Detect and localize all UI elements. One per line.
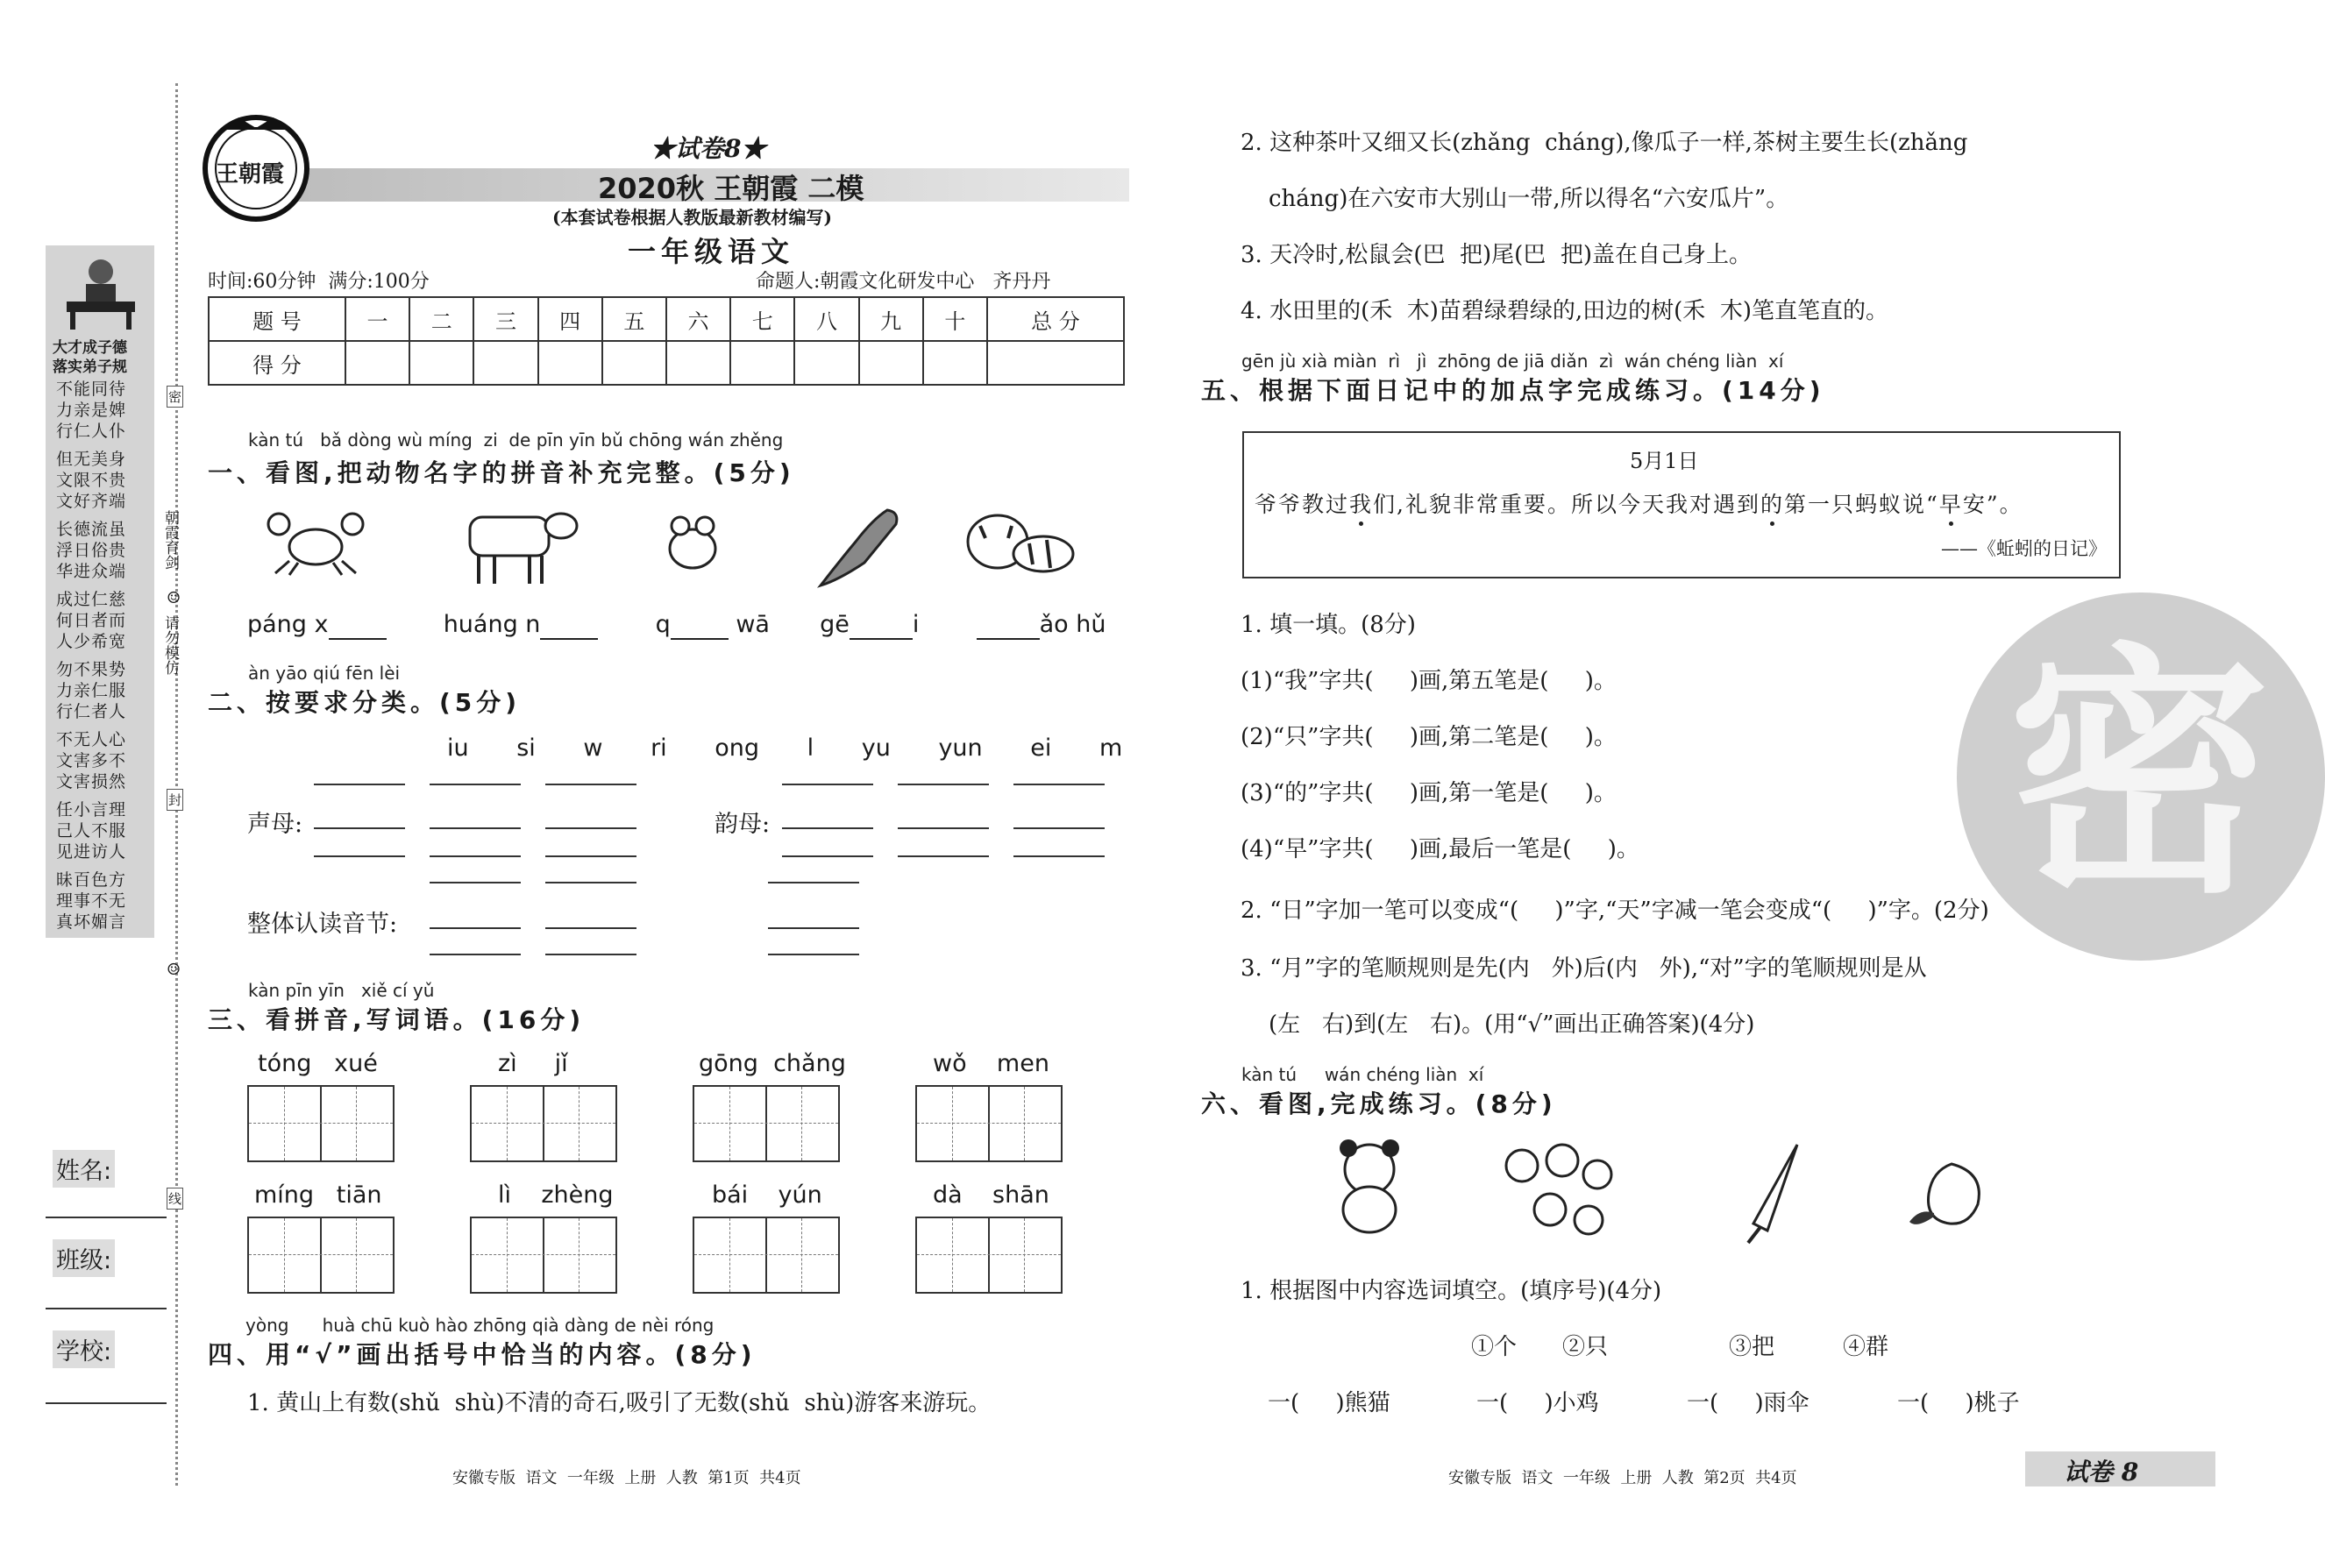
score-header-cell: 七 <box>730 297 794 341</box>
sidebar-couplet-group <box>56 729 149 792</box>
name-field[interactable] <box>46 1217 167 1218</box>
q1-blank[interactable] <box>671 611 729 640</box>
zhengti-blank[interactable] <box>545 927 636 929</box>
umbrella-icon <box>1736 1139 1815 1245</box>
sidebar-couplet-line: 长德流虽 <box>56 520 127 539</box>
q5-sub-3a: 3. “月”字的笔顺规则是先(内 外)后(内 外),“对”字的笔顺规则是从 <box>1241 955 1927 982</box>
sidebar-couplet-line: 文害损然 <box>56 772 127 791</box>
q4-item-2: 2. 这种茶叶又细又长(zhǎng cháng),像瓜子一样,茶树主要生长(zhǎng <box>1241 130 1968 156</box>
peach-icon <box>1908 1155 2004 1234</box>
q3-writing-grid[interactable] <box>915 1085 1063 1162</box>
zhengti-blank[interactable] <box>545 882 636 883</box>
q6-sub-1: 1. 根据图中内容选词填空。(填序号)(4分) <box>1241 1278 1662 1304</box>
q4-item-1: 1. 黄山上有数(shǔ shù)不清的奇石,吸引了无数(shǔ shù)游客来游玩。 <box>247 1390 992 1416</box>
chicks-icon <box>1501 1139 1615 1245</box>
q2-letter: l <box>807 734 814 762</box>
q1-blank[interactable] <box>850 611 913 640</box>
sidebar-couplets <box>56 379 149 940</box>
score-header-cell: 六 <box>666 297 730 341</box>
score-header-row <box>209 297 1124 341</box>
q3-writing-grid[interactable] <box>470 1217 617 1294</box>
q3-pinyin-word: zì jǐ <box>498 1050 568 1077</box>
ox-icon <box>452 500 584 587</box>
q6-option: ④群 <box>1843 1334 1889 1360</box>
footer-right: 安徽专版 语文 一年级 上册 人教 第2页 共4页 <box>1448 1469 1797 1487</box>
class-field[interactable] <box>46 1308 167 1309</box>
yunmu-blank[interactable] <box>1013 784 1105 785</box>
score-header-cell: 二 <box>409 297 473 341</box>
score-header-cell: 题 号 <box>209 297 345 341</box>
q3-pinyin-word: lì zhèng <box>498 1181 614 1209</box>
q3-writing-grid[interactable] <box>247 1085 395 1162</box>
q6-option: ③把 <box>1729 1334 1775 1360</box>
diary-date: 5月1日 <box>1630 449 1699 473</box>
sidebar-couplet-group <box>56 589 149 652</box>
shengmu-blank[interactable] <box>545 784 636 785</box>
sidebar-couplet-line: 己人不服 <box>56 821 127 841</box>
score-cell[interactable] <box>602 341 666 385</box>
zhengti-blank[interactable] <box>768 927 859 929</box>
zhengti-blank[interactable] <box>545 954 636 955</box>
q3-writing-grid[interactable] <box>247 1217 395 1294</box>
score-header-cell: 八 <box>794 297 858 341</box>
zhengti-blank[interactable] <box>430 954 521 955</box>
score-cell[interactable] <box>794 341 858 385</box>
diary-source: ——《蚯蚓的日记》 <box>1941 538 2107 559</box>
brand-logo-text: 王朝霞 <box>216 161 285 188</box>
sidebar-couplet-group <box>56 379 149 442</box>
dotted-char: 的 <box>1760 492 1784 517</box>
yunmu-blank[interactable] <box>898 784 989 785</box>
crab-icon <box>263 507 368 577</box>
name-label: 姓名: <box>53 1150 115 1188</box>
diary-text-part: 爷爷教过 <box>1255 492 1350 517</box>
sidebar-couplet-group <box>56 869 149 933</box>
yunmu-blank[interactable] <box>782 827 873 829</box>
sidebar-couplet-line: 行仁者人 <box>56 702 127 721</box>
yunmu-blank[interactable] <box>1013 827 1105 829</box>
sidebar-couplet-line: 真坏媚言 <box>56 912 127 932</box>
shengmu-blank[interactable] <box>430 827 521 829</box>
exam-author: 命题人:朝霞文化研发中心 齐丹丹 <box>756 271 1051 293</box>
q1-title: 一、看图,把动物名字的拼音补充完整。(5分) <box>208 458 795 487</box>
score-cell[interactable] <box>666 341 730 385</box>
q2-letter: ong <box>715 734 760 762</box>
q6-title: 六、看图,完成练习。(8分) <box>1201 1089 1557 1118</box>
q3-writing-grid[interactable] <box>470 1085 617 1162</box>
q5-sub-2: 2. “日”字加一笔可以变成“( )”字,“天”字减一笔会变成“( )”字。(2分) <box>1241 898 1989 924</box>
score-header-cell: 九 <box>859 297 923 341</box>
shengmu-blank[interactable] <box>314 855 405 857</box>
exam-title: 2020秋 王朝霞 二模 <box>598 172 864 205</box>
sidebar-couplet-line: 文害多不 <box>56 751 127 770</box>
exam-time-info: 时间:60分钟 满分:100分 <box>208 271 430 293</box>
q2-title: 二、按要求分类。(5分) <box>208 688 522 717</box>
score-cell[interactable] <box>730 341 794 385</box>
q1-item-frog-wa: wā <box>736 611 770 638</box>
q2-letter: yu <box>861 734 891 762</box>
score-header-cell: 三 <box>473 297 537 341</box>
yunmu-blank[interactable] <box>782 855 873 857</box>
q6-pinyin: kàn tú wán chéng liàn xí <box>1241 1064 1484 1085</box>
smile-icon: ☺ <box>167 589 181 607</box>
q2-pinyin: àn yāo qiú fēn lèi <box>248 663 401 684</box>
q4-title: 四、用“√”画出括号中恰当的内容。(8分) <box>208 1340 757 1369</box>
q5-title: 五、根据下面日记中的加点字完成练习。(14分) <box>1201 376 1825 405</box>
sidebar-couplet-line: 浮日俗贵 <box>56 541 127 560</box>
sidebar-couplet-group <box>56 449 149 512</box>
sidebar-couplet-line: 见进访人 <box>56 842 127 862</box>
score-table <box>208 296 1125 386</box>
footer-left: 安徽专版 语文 一年级 上册 人教 第1页 共4页 <box>452 1469 801 1487</box>
exam-subtitle: (本套试卷根据人教版最新教材编写) <box>552 207 832 228</box>
class-label: 班级: <box>53 1239 115 1277</box>
zhengti-blank[interactable] <box>430 927 521 929</box>
sidebar-couplet-line: 勿不果势 <box>56 660 127 679</box>
q1-blank[interactable] <box>540 611 598 640</box>
yunmu-label: 韵母: <box>715 811 771 838</box>
diary-text <box>1255 487 2023 519</box>
score-row-label: 得 分 <box>209 341 345 385</box>
shengmu-blank[interactable] <box>430 855 521 857</box>
score-header-cell: 十 <box>923 297 987 341</box>
q2-letter: ei <box>1030 734 1052 762</box>
zhengti-blank[interactable] <box>430 882 521 883</box>
score-header-cell: 总 分 <box>987 297 1124 341</box>
sidebar-couplet-line: 理事不无 <box>56 891 127 911</box>
q3-writing-grid[interactable] <box>693 1217 840 1294</box>
q6-fill: 一( )熊猫 <box>1268 1390 1390 1416</box>
score-header-cell: 五 <box>602 297 666 341</box>
tiger-icon <box>959 508 1082 578</box>
sidebar-couplet-group <box>56 799 149 862</box>
q3-pinyin-word: bái yún <box>712 1181 822 1209</box>
sidebar-couplet-line: 力亲仁服 <box>56 681 127 700</box>
sidebar-couplet-line: 文好齐端 <box>56 492 127 511</box>
q3-pinyin-word: tóng xué <box>258 1050 378 1077</box>
sidebar-couplet-line: 不无人心 <box>56 730 127 749</box>
zhengti-label: 整体认读音节: <box>247 911 398 938</box>
q6-fill: 一( )小鸡 <box>1476 1390 1599 1416</box>
shengmu-label: 声母: <box>247 811 303 838</box>
sidebar-couplet-group <box>56 659 149 722</box>
score-header-cell: 四 <box>538 297 602 341</box>
diary-text-part: 第一只蚂蚁说“ <box>1784 492 1939 517</box>
q2-letter-list <box>447 734 1122 762</box>
q2-letter: m <box>1099 734 1123 762</box>
seal-mark-2: 封 <box>167 789 183 811</box>
q5-sub-3b: (左 右)到(左 右)。(用“√”画出正确答案)(4分) <box>1269 1011 1755 1038</box>
q6-fill: 一( )雨伞 <box>1687 1390 1810 1416</box>
score-header-cell: 一 <box>345 297 409 341</box>
q1-blank[interactable] <box>977 611 1040 640</box>
shengmu-blank[interactable] <box>314 784 405 785</box>
smile-icon: ☺ <box>167 961 181 979</box>
shengmu-blank[interactable] <box>314 827 405 829</box>
grade-subject-title: 一年级语文 <box>628 235 795 268</box>
diary-text-part: 安”。 <box>1962 492 2023 517</box>
q1-item-dove-i: i <box>912 611 920 638</box>
q6-option: ②只 <box>1562 1334 1609 1360</box>
diary-text-part: 们,礼貌非常重要。所以今天我对遇到 <box>1373 492 1760 517</box>
yunmu-blank[interactable] <box>782 784 873 785</box>
yunmu-blank[interactable] <box>898 827 989 829</box>
q3-writing-grid[interactable] <box>693 1085 840 1162</box>
yunmu-blank[interactable] <box>898 855 989 857</box>
sidebar-couplet-line: 人少希宽 <box>56 632 127 651</box>
q5-fill-3: (3)“的”字共( )画,第一笔是( )。 <box>1241 780 1617 806</box>
frog-icon <box>658 508 728 578</box>
scholar-figure-icon <box>54 252 147 333</box>
q3-writing-grid[interactable] <box>915 1217 1063 1294</box>
shengmu-blank[interactable] <box>545 827 636 829</box>
q2-letter: yun <box>938 734 983 762</box>
q5-sub-1: 1. 填一填。(8分) <box>1241 612 1416 638</box>
dove-icon <box>812 501 908 589</box>
q5-fill-2: (2)“只”字共( )画,第二笔是( )。 <box>1241 724 1617 750</box>
footer-tag: 试卷 8 <box>2064 1458 2139 1486</box>
watermark-char: 密 <box>2008 622 2271 928</box>
diary-box <box>1242 431 2121 578</box>
q3-pinyin-word: gōng chǎng <box>699 1050 846 1077</box>
sidebar-couplet-line: 成过仁慈 <box>56 590 127 609</box>
sidebar-motto-2: 落实弟子规 <box>53 358 127 376</box>
binding-line <box>175 83 178 1486</box>
seal-mark-3: 线 <box>167 1188 183 1210</box>
q5-pinyin: gēn jù xià miàn rì jì zhōng de jiā diǎn zì wán chéng liàn xí <box>1241 351 1784 372</box>
score-cell[interactable] <box>923 341 987 385</box>
sidebar-couplet-line: 昧百色方 <box>56 870 127 890</box>
score-cell[interactable] <box>473 341 537 385</box>
panda-icon <box>1331 1139 1410 1236</box>
sidebar-couplet-line: 行仁人仆 <box>56 422 127 441</box>
sidebar-couplet-line: 但无美身 <box>56 450 127 469</box>
sidebar-couplet-line: 任小言理 <box>56 800 127 819</box>
q5-fill-1: (1)“我”字共( )画,第五笔是( )。 <box>1241 668 1617 694</box>
sidebar-couplet-line: 华进众端 <box>56 562 127 581</box>
q2-letter: w <box>583 734 603 762</box>
score-value-row <box>209 341 1124 385</box>
sidebar-couplet-line: 何日者而 <box>56 611 127 630</box>
q3-pinyin: kàn pīn yīn xiě cí yǔ <box>248 980 435 1001</box>
q4-item-3: 3. 天冷时,松鼠会(巴 把)尾(巴 把)盖在自己身上。 <box>1241 242 1752 268</box>
school-label: 学校: <box>53 1330 115 1368</box>
q4-item-2-cont: cháng)在六安市大别山一带,所以得名“六安瓜片”。 <box>1269 186 1789 212</box>
score-cell[interactable] <box>345 341 409 385</box>
score-cell[interactable] <box>538 341 602 385</box>
q3-title: 三、看拼音,写词语。(16分) <box>208 1005 586 1034</box>
seal-mark-1: 密 <box>167 386 183 408</box>
q1-item-tiger: ǎo hǔ <box>1039 611 1106 638</box>
dotted-char: 早 <box>1938 492 1963 517</box>
dotted-char: 我 <box>1349 492 1374 517</box>
q1-blank[interactable] <box>329 611 387 640</box>
paper-tag: ★试卷8★ <box>651 134 766 163</box>
q1-pinyin: kàn tú bǎ dòng wù míng zi de pīn yīn bǔ chōng wán zhěng <box>248 429 784 451</box>
q4-item-4: 4. 水田里的(禾 木)苗碧绿碧绿的,田边的树(禾 木)笔直笔直的。 <box>1241 298 1888 324</box>
q2-letter: si <box>516 734 536 762</box>
yunmu-blank[interactable] <box>1013 855 1105 857</box>
score-cell[interactable] <box>987 341 1124 385</box>
sidebar-couplet-line: 文限不贵 <box>56 471 127 490</box>
zhengti-blank[interactable] <box>768 954 859 955</box>
zhengti-blank[interactable] <box>768 882 859 883</box>
sidebar-couplet-group <box>56 519 149 582</box>
sidebar-vertical-2: 请勿模仿 <box>161 615 179 675</box>
q1-item-frog-q: q <box>655 611 671 638</box>
q1-item-crab: páng x <box>247 611 329 638</box>
sidebar-motto-1: 大才成子德 <box>53 339 127 357</box>
school-field[interactable] <box>46 1402 167 1404</box>
score-cell[interactable] <box>409 341 473 385</box>
q3-pinyin-word: wǒ men <box>933 1050 1049 1077</box>
sidebar-couplet-line: 力亲是婢 <box>56 401 127 420</box>
shengmu-blank[interactable] <box>545 855 636 857</box>
score-cell[interactable] <box>859 341 923 385</box>
q6-option: ①个 <box>1471 1334 1518 1360</box>
sidebar-couplet-line: 不能同待 <box>56 380 127 399</box>
q2-letter: ri <box>651 734 667 762</box>
q1-item-dove-ge: gē <box>820 611 850 638</box>
q3-pinyin-word: míng tiān <box>254 1181 382 1209</box>
q3-pinyin-word: dà shān <box>933 1181 1049 1209</box>
q2-letter: iu <box>447 734 469 762</box>
q5-fill-4: (4)“早”字共( )画,最后一笔是( )。 <box>1241 836 1639 862</box>
q1-item-ox: huáng n <box>443 611 541 638</box>
sidebar-vertical-1: 朝霞育剑 <box>161 510 179 570</box>
q6-fill: 一( )桃子 <box>1897 1390 2020 1416</box>
q1-answer-row <box>247 611 1106 640</box>
shengmu-blank[interactable] <box>430 784 521 785</box>
q4-pinyin: yòng huà chū kuò hào zhōng qià dàng de nèi róng <box>245 1315 715 1336</box>
